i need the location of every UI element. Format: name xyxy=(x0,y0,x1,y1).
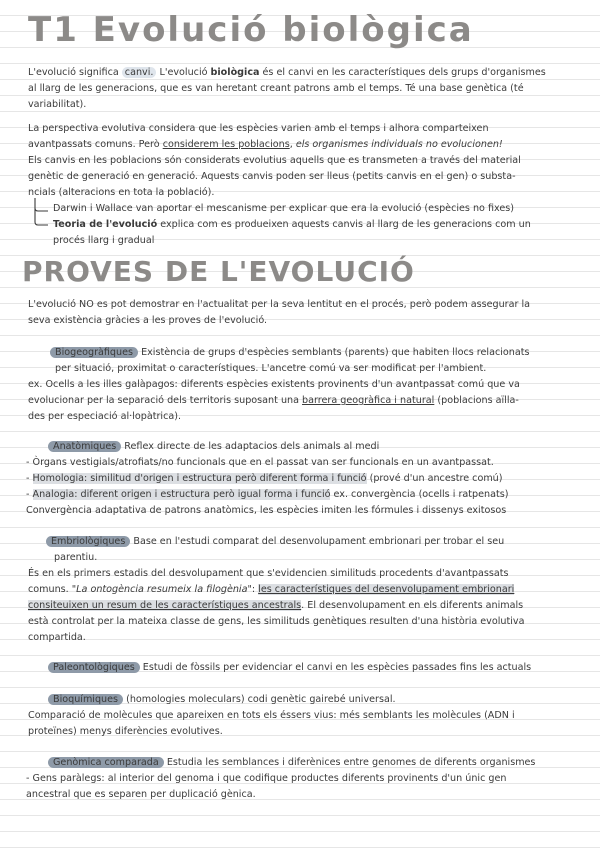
label-genomica: Genòmica comparada xyxy=(48,757,164,768)
section-paleontologiques: Paleontològiques Estudi de fòssils per evidenciar el canvi en les espècies passades fins les actuals xyxy=(48,660,531,676)
section-anatomiques: Anatòmiques Reflex directe de les adaptacios dels animals al medi - Òrgans vestigials/atrofiats/no funcionals que en el passat van ser funcionals en un avantpassat. - Homologia: similitud d'origen i estructura però diferent forma i funció (prové d'un ancestre comú) - Analogia: diferent origen i estructura però igual forma i funció ex. convergència (ocells i ratpenats) Convergència adaptativa de patrons anatòmics, les espècies imiten les fórmules i dissenys exitosos xyxy=(26,441,509,516)
section-genomica: Genòmica comparada Estudia les semblances i diferènices entre genomes de diferents organismes - Gens paràlegs: al interior del genoma i que codifique productes diferents provinents d'un únic gen ancestral que es separen per duplicació gènica. xyxy=(26,757,536,800)
perspective-subpoints: Darwin i Wallace van aportar el mescanisme per explicar que era la evolució (espècies no fixes) Teoria de l'evolució explica com es produeixen aquests canvis al llarg de les generacions com un procés llarg i gradual xyxy=(53,203,531,246)
label-paleontologiques: Paleontològiques xyxy=(48,662,140,673)
perspective-paragraph: La perspectiva evolutiva considera que les espècies varien amb el temps i alhora comparteixen avantpassats comuns. Però considerem les poblacions, els organismes individuals no evolucionen! Els canvis en les poblacions són considerats evolutius aquells que es transmeten a través del material genètic de generació en generació. Aquests canvis poden ser lleus (petits canvis en el gen) o substa- ncials (alteracions en tota la població). xyxy=(28,123,521,198)
highlight-canvi: canvi. xyxy=(122,67,157,78)
section-embriologiques: Embriològiques Base en l'estudi comparat del desenvolupament embrionari per trobar el seu parentiu. És en els primers estadis del desvolupament que s'evidencien similituds procedents d'avantpassats comuns. "La ontogència resumeix la filogènia": les característiques del desenvolupament embrionari consiteuixen un resum de les característiques ancestrals. El desenvolupament en els diferents animals està controlat per la mateixa classe de gens, les similituds genètiques resulten d'una història evolutiva compartida. xyxy=(28,536,525,643)
section-bioquimiques: Bioquímiques (homologies moleculars) codi genètic gairebé universal. Comparació de molècules que apareixen en tots els éssers vius: més semblants les molècules (ADN i proteïnes) menys diferències evolutives. xyxy=(28,694,515,737)
section-title-proves: PROVES DE L'EVOLUCIÓ xyxy=(22,255,415,288)
branch-arrow-icon xyxy=(32,198,52,228)
highlight-embrionari: les característiques del desenvolupament embrionari xyxy=(258,584,515,595)
page-title: T1 Evolució biològica xyxy=(28,10,474,50)
label-anatomiques: Anatòmiques xyxy=(48,441,121,452)
label-bioquimiques: Bioquímiques xyxy=(48,694,123,705)
label-biogeografiques: Biogeogràfiques xyxy=(50,347,138,358)
highlight-homologia: Homologia: similitud d'origen i estructura però diferent forma i funció xyxy=(32,473,367,484)
intro-paragraph: L'evolució significa canvi. L'evolució biològica és el canvi en les característiques dels grups d'organismes al llarg de les generacions, que es van heretant creant patrons amb el temps. Té una base genètica (té variabilitat). xyxy=(28,67,546,110)
label-embriologiques: Embriològiques xyxy=(46,536,130,547)
proves-intro: L'evolució NO es pot demostrar en l'actualitat per la seva lentitut en el procés, però podem assegurar la seva existència gràcies a les proves de l'evolució. xyxy=(28,299,531,326)
highlight-analogia: Analogia: diferent origen i estructura però igual forma i funció xyxy=(32,489,331,500)
section-biogeografiques: Biogeogràfiques Existència de grups d'espècies semblants (parents) que habiten llocs relacionats per situació, proximitat o característiques. L'ancetre comú va ser modificat per l'ambient. ex. Ocells a les illes galàpagos: diferents espècies existents provinents d'un avantpassat comú que va evolucionar per la separació dels territoris suposant una barrera geogràfica i natural (poblacions aïlla- des per especiació al·lopàtrica). xyxy=(28,347,530,422)
highlight-ancestrals: consiteuixen un resum de les característiques ancestrals xyxy=(28,600,302,611)
